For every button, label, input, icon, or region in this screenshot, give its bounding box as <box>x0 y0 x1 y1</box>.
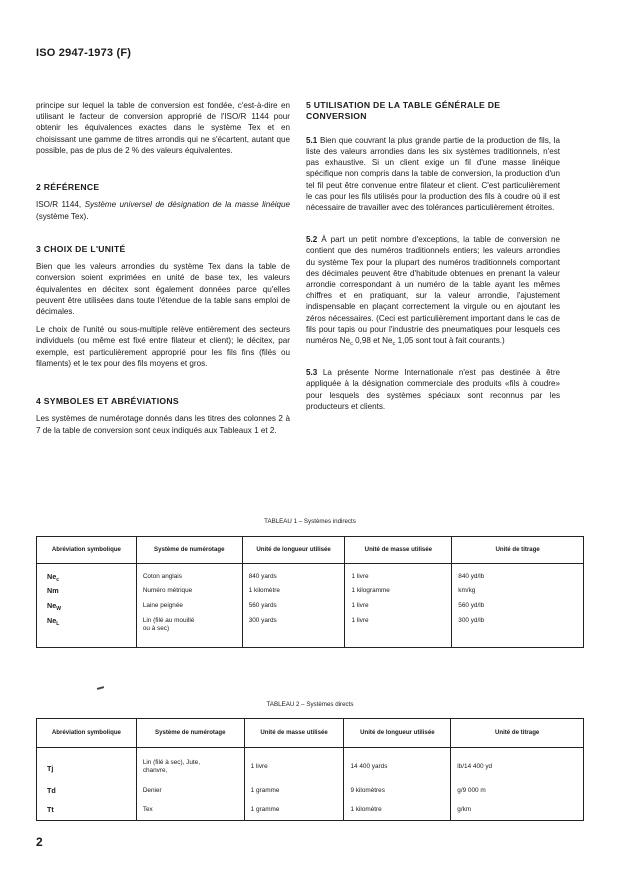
section-5-1-number: 5.1 <box>306 135 318 145</box>
table-1-header-row <box>37 537 584 564</box>
abbreviation-cell <box>37 599 137 613</box>
section-5-title: 5 UTILISATION DE LA TABLE GÉNÉRALE DE CONVERSION <box>306 100 501 122</box>
table-2-header: Unité de masse utilisée <box>244 719 344 748</box>
system-cell: Coton anglais <box>136 564 242 583</box>
abbr-text: Ne <box>47 572 57 581</box>
titre-cell: g/km <box>451 800 584 821</box>
unit-cell: 9 kilomètres <box>344 782 451 800</box>
system-cell: Denier <box>136 782 244 800</box>
unit-cell: 1 livre <box>244 748 344 783</box>
table-row <box>37 599 584 613</box>
titre-cell: 840 yd/lb <box>452 564 584 583</box>
table-row <box>37 613 584 648</box>
titre-cell: g/9 000 m <box>451 782 584 800</box>
abbreviation-cell: Td <box>37 782 137 800</box>
table-1-header: Unité de masse utilisée <box>345 537 452 564</box>
abbr-text: Nm <box>47 585 59 595</box>
section-5-3-number: 5.3 <box>306 368 318 378</box>
section-5-2 <box>306 234 560 346</box>
unit-cell: 1 gramme <box>244 782 344 800</box>
stray-mark <box>97 686 104 690</box>
table-2 <box>36 718 584 821</box>
system-cell: Laine peignée <box>136 599 242 613</box>
abbreviation-cell <box>37 582 137 599</box>
unit-cell: 1 kilomètre <box>242 582 345 599</box>
section-4-paragraph: Les systèmes de numérotage donnés dans les titres des colonnes 2 à 7 de la table de conversion sont ceux indiqués aux Tableaux 1 et 2. <box>36 414 290 435</box>
section-5-2-mid: 0,98 et Ne <box>355 336 393 346</box>
table-row <box>37 564 584 583</box>
unit-cell: 14 400 yards <box>344 748 451 783</box>
titre-cell: km/kg <box>452 582 584 599</box>
abbr-text: Ne <box>47 601 57 610</box>
section-4-title: 4 SYMBOLES ET ABRÉVIATIONS <box>36 396 179 407</box>
section-3-paragraph-1: Bien que les valeurs arrondies du système Tex dans la table de conversion soient exprimées en unité de base tex, les valeurs équivalentes en décitex sont également données parce qu'elles peuvent être utilisées dans toute l'étendue de la table sans emploi de décimales. <box>36 262 290 317</box>
unit-cell: 1 livre <box>345 599 452 613</box>
system-cell: Numéro métrique <box>136 582 242 599</box>
abbr-sub: W <box>56 606 61 612</box>
abbreviation-cell: Tt <box>37 800 137 821</box>
abbr-sub: c <box>56 577 60 583</box>
reference-code: ISO/R 1144, <box>36 200 82 210</box>
system-cell: Lin (filé à sec), Jute, chanvre, <box>136 748 244 783</box>
unit-cell: 1 kilogramme <box>345 582 452 599</box>
document-header: ISO 2947-1973 (F) <box>36 47 132 59</box>
unit-cell: 300 yards <box>242 613 345 648</box>
table-row <box>37 748 584 783</box>
system-cell: Lin (filé au mouillé ou à sec) <box>136 613 242 648</box>
subscript-c-1: c <box>350 341 353 348</box>
reference-title: Système universel de désignation de la masse linéique <box>84 200 290 210</box>
unit-cell: 1 livre <box>345 613 452 648</box>
reference-tail: (système Tex). <box>36 211 89 221</box>
unit-cell: 1 kilomètre <box>344 800 451 821</box>
section-5-3-text: La présente Norme Internationale n'est pas destinée à être appliquée à la désignation commerciale des produits «fils à coudre» pour lesquels des systèmes spéciaux sont reconnus par les producteurs et clients. <box>306 368 561 411</box>
table-2-header-row <box>37 719 584 748</box>
unit-cell: 560 yards <box>242 599 345 613</box>
abbreviation-cell: Tj <box>37 748 137 783</box>
table-row <box>37 782 584 800</box>
section-2-text <box>36 199 290 221</box>
section-5-2-text: À part un petit nombre d'exceptions, la table de conversion ne contient que des numéros traditionnels entiers; les valeurs arrondies du système Tex pour la plupart des numéros traditionnels comportant des décimales peuvent être d'habitude obtenues en prenant la valeur arrondie correspondant à un numéro de la table ayant les mêmes chiffres et en pratiquant, sur la valeur arrondie, l'ajustement indispensable en plaçant correctement la virgule ou en ajoutant les zéros nécessaires. (Ceci est particulièrement important dans le cas de fils pour tapis ou pour l'industrie des pneumatiques pour lesquels ces numéros Ne <box>306 235 561 346</box>
table-row <box>37 582 584 599</box>
table-2-header: Abréviation symbolique <box>37 719 137 748</box>
abbr-sub: L <box>56 621 60 627</box>
table-2-caption: TABLEAU 2 – Systèmes directs <box>266 701 354 708</box>
section-5-1 <box>306 135 560 213</box>
table-1-header: Système de numérotage <box>136 537 242 564</box>
section-5-2-end: 1,05 sont tout à fait courants.) <box>397 336 505 346</box>
section-2-title: 2 RÉFÉRENCE <box>36 182 100 193</box>
subscript-c-2: c <box>392 341 396 348</box>
section-5-3 <box>306 367 560 412</box>
intro-paragraph: principe sur lequel la table de conversion est fondée, c'est-à-dire en utilisant le facteur de conversion approprié de l'ISO/R 1144 pour obtenir les équivalences exactes dans le système Tex et en choisissant une gamme de titres arrondis qui ne s'écartent, autant que possible, pas de plus de 2 % des valeurs équivalentes. <box>36 101 290 155</box>
section-3-title: 3 CHOIX DE L'UNITÉ <box>36 243 126 254</box>
table-1-header: Unité de longueur utilisée <box>242 537 345 564</box>
table-1-header: Abréviation symbolique <box>37 537 137 564</box>
table-1 <box>36 536 584 648</box>
table-1-caption: TABLEAU 1 – Systèmes indirects <box>264 518 356 525</box>
abbr-text: Ne <box>47 616 57 625</box>
table-1-header: Unité de titrage <box>452 537 584 564</box>
left-column <box>36 100 290 436</box>
unit-cell: 1 livre <box>345 564 452 583</box>
unit-cell: 1 gramme <box>244 800 344 821</box>
page-number: 2 <box>36 835 43 849</box>
system-cell: Tex <box>136 800 244 821</box>
abbreviation-cell <box>37 564 137 583</box>
table-2-header: Système de numérotage <box>136 719 244 748</box>
section-5-2-number: 5.2 <box>306 235 318 245</box>
table-2-header: Unité de titrage <box>451 719 584 748</box>
unit-cell: 840 yards <box>242 564 345 583</box>
titre-cell: lb/14 400 yd <box>451 748 584 783</box>
titre-cell: 300 yd/lb <box>452 613 584 648</box>
table-2-header: Unité de longueur utilisée <box>344 719 451 748</box>
section-3-paragraph-2: Le choix de l'unité ou sous-multiple relève entièrement des secteurs individuels (ou même est fixé entre filateur et client); le décitex, par exemple, est particulièrement approprié pour les fils fins (filés ou filaments) et le tex pour des fils moyens et gros. <box>36 325 290 368</box>
section-5-1-text: Bien que couvrant la plus grande partie de la production de fils, la liste des valeurs arrondies dans les six systèmes traditionnels, n'est pas exhaustive. Si un client exige un fil d'une masse linéique spécifique non compris dans la table de conversion, la production d'un tel fil peut être convenue entre filateur et client. C'est particulièrement le cas pour les fils utilisés pour la production des fils à coudre où il est nécessaire de travailler avec des tolérances particulièrement étroites. <box>306 135 560 213</box>
titre-cell: 560 yd/lb <box>452 599 584 613</box>
right-column <box>306 100 560 412</box>
table-row <box>37 800 584 821</box>
abbreviation-cell <box>37 613 137 648</box>
